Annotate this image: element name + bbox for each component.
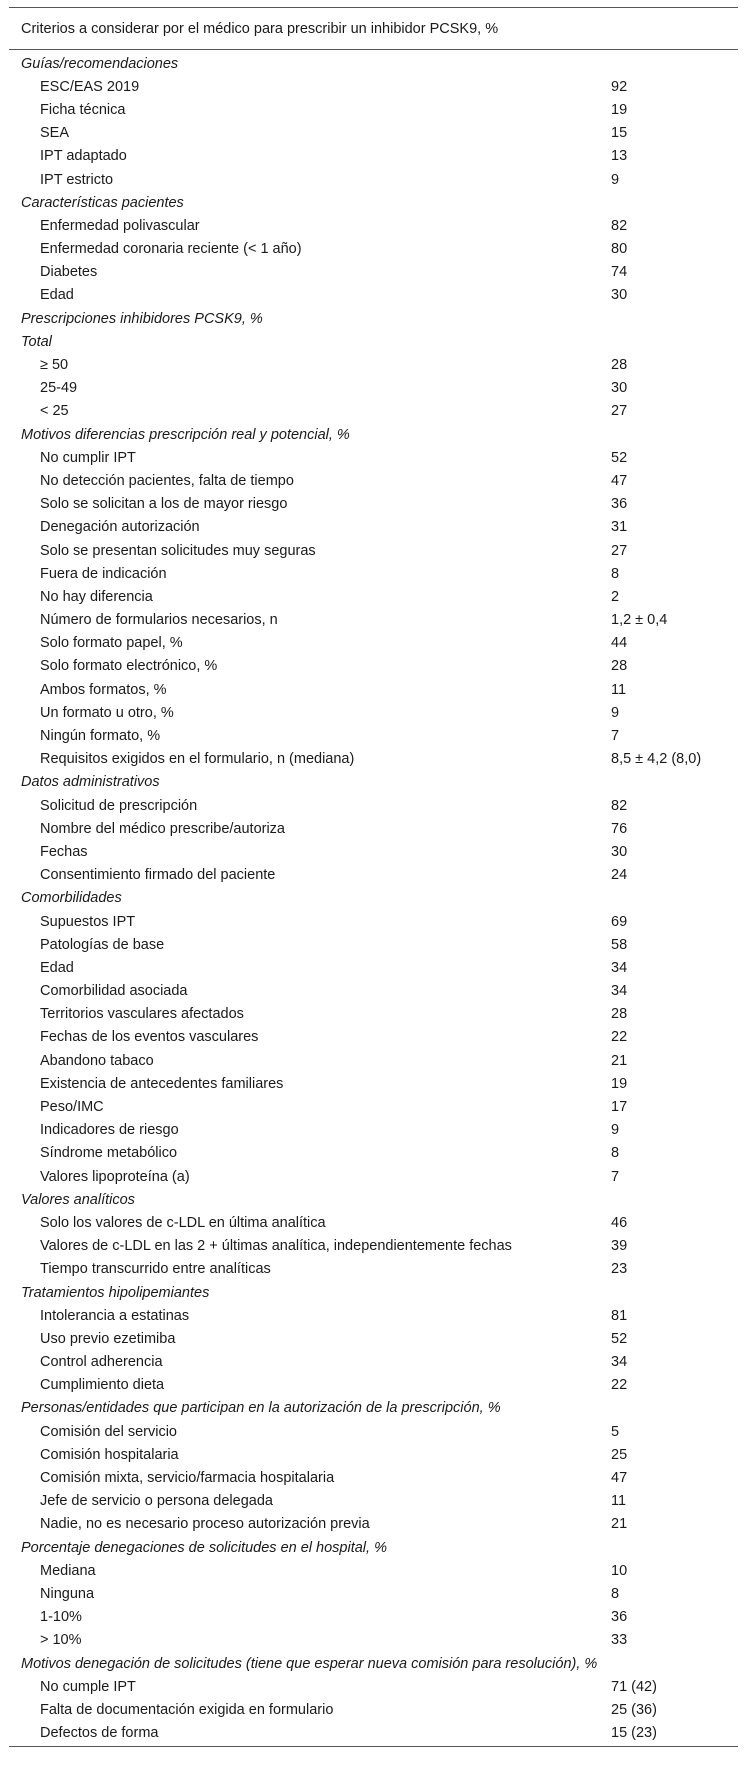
row-value: 9 xyxy=(611,171,620,188)
table-row xyxy=(9,238,738,261)
table-row xyxy=(9,493,738,516)
row-value: 17 xyxy=(611,1099,628,1116)
row-label: Ambos formatos, % xyxy=(40,681,167,698)
table-body xyxy=(9,50,738,1745)
table-row xyxy=(9,1606,738,1629)
table-row xyxy=(9,817,738,840)
table-row xyxy=(9,678,738,701)
row-label: 25-49 xyxy=(40,380,78,397)
row-label: Solo los valores de c-LDL en última analítica xyxy=(40,1214,326,1231)
table-row xyxy=(9,632,738,655)
row-value: 30 xyxy=(611,287,628,304)
row-value: 30 xyxy=(611,380,628,397)
table-row xyxy=(9,1119,738,1142)
section-heading: Comorbilidades xyxy=(21,890,122,907)
row-value: 27 xyxy=(611,542,628,559)
row-label: Indicadores de riesgo xyxy=(40,1122,179,1139)
row-label: Solo formato papel, % xyxy=(40,635,183,652)
row-value: 8 xyxy=(611,1585,620,1602)
row-value: 10 xyxy=(611,1562,628,1579)
table-row xyxy=(9,1095,738,1118)
table-row xyxy=(9,214,738,237)
section-heading: Características pacientes xyxy=(21,194,184,211)
table-row xyxy=(9,1513,738,1536)
table-row xyxy=(9,145,738,168)
table-row xyxy=(9,840,738,863)
table-row xyxy=(9,724,738,747)
row-label: Síndrome metabólico xyxy=(40,1145,178,1162)
row-label: Mediana xyxy=(40,1562,96,1579)
row-value: 8 xyxy=(611,1145,620,1162)
row-value: 21 xyxy=(611,1052,628,1069)
section-heading: Guías/recomendaciones xyxy=(21,55,179,72)
row-value: 82 xyxy=(611,797,628,814)
row-label: Tiempo transcurrido entre analíticas xyxy=(40,1261,271,1278)
row-label: No detección pacientes, falta de tiempo xyxy=(40,472,294,489)
table-row xyxy=(9,980,738,1003)
row-value: 81 xyxy=(611,1307,628,1324)
row-value: 13 xyxy=(611,148,628,165)
table-row xyxy=(9,1258,738,1281)
table-row xyxy=(9,1351,738,1374)
row-value: 74 xyxy=(611,264,628,281)
table-row xyxy=(9,1142,738,1165)
row-label: Solo se solicitan a los de mayor riesgo xyxy=(40,496,288,513)
row-value: 30 xyxy=(611,843,628,860)
row-value: 21 xyxy=(611,1516,628,1533)
table-row xyxy=(9,1420,738,1443)
row-value: 46 xyxy=(611,1214,628,1231)
section-heading: Motivos diferencias prescripción real y potencial, % xyxy=(21,426,350,443)
row-label: Edad xyxy=(40,287,74,304)
row-label: Solo formato electrónico, % xyxy=(40,658,218,675)
row-value: 92 xyxy=(611,78,628,95)
table-row xyxy=(9,1629,738,1652)
section-heading: Total xyxy=(21,333,52,350)
table-header: Criterios a considerar por el médico para prescribir un inhibidor PCSK9, % xyxy=(21,20,499,37)
row-label: Uso previo ezetimiba xyxy=(40,1330,176,1347)
row-label: Supuestos IPT xyxy=(40,913,136,930)
row-value: 9 xyxy=(611,1122,620,1139)
row-label: IPT adaptado xyxy=(40,148,127,165)
row-label: Valores de c-LDL en las 2 + últimas analítica, independientemente fechas xyxy=(40,1238,512,1255)
row-value: 28 xyxy=(611,658,628,675)
table-row xyxy=(9,122,738,145)
table-row xyxy=(9,539,738,562)
table-row xyxy=(9,1235,738,1258)
table-row xyxy=(9,794,738,817)
table-row xyxy=(9,1466,738,1489)
row-value: 34 xyxy=(611,1354,628,1371)
row-value: 25 xyxy=(611,1446,628,1463)
row-label: Falta de documentación exigida en formulario xyxy=(40,1701,334,1718)
row-label: 1-10% xyxy=(40,1609,82,1626)
row-label: > 10% xyxy=(40,1632,82,1649)
table-row xyxy=(9,516,738,539)
row-label: Número de formularios necesarios, n xyxy=(40,612,278,629)
row-label: Solicitud de prescripción xyxy=(40,797,198,814)
row-value: 39 xyxy=(611,1238,628,1255)
table-row xyxy=(9,353,738,376)
row-label: Solo se presentan solicitudes muy seguras xyxy=(40,542,316,559)
table-row xyxy=(9,910,738,933)
row-label: Consentimiento firmado del paciente xyxy=(40,867,276,884)
row-label: Requisitos exigidos en el formulario, n (mediana) xyxy=(40,751,355,768)
row-label: Fechas xyxy=(40,843,88,860)
section-heading: Porcentaje denegaciones de solicitudes en el hospital, % xyxy=(21,1539,387,1556)
row-value: 28 xyxy=(611,1006,628,1023)
data-table xyxy=(9,7,738,1747)
row-label: Edad xyxy=(40,959,74,976)
row-value: 23 xyxy=(611,1261,628,1278)
row-value: 36 xyxy=(611,1609,628,1626)
section-heading: Tratamientos hipolipemiantes xyxy=(21,1284,210,1301)
table-row xyxy=(9,933,738,956)
row-label: Abandono tabaco xyxy=(40,1052,154,1069)
table-row xyxy=(9,585,738,608)
row-label: < 25 xyxy=(40,403,69,420)
row-value: 8 xyxy=(611,565,620,582)
row-label: Ningún formato, % xyxy=(40,728,161,745)
row-value: 47 xyxy=(611,1470,628,1487)
row-label: Valores lipoproteína (a) xyxy=(40,1168,190,1185)
table-row xyxy=(9,956,738,979)
table-row xyxy=(9,562,738,585)
table-row xyxy=(9,1582,738,1605)
row-label: Jefe de servicio o persona delegada xyxy=(40,1493,273,1510)
table-row xyxy=(9,1722,738,1745)
row-value: 11 xyxy=(611,1493,627,1510)
row-value: 28 xyxy=(611,357,628,374)
row-value: 22 xyxy=(611,1029,628,1046)
row-label: Diabetes xyxy=(40,264,98,281)
row-value: 19 xyxy=(611,1075,628,1092)
table-row xyxy=(9,261,738,284)
row-label: Territorios vasculares afectados xyxy=(40,1006,244,1023)
table-row xyxy=(9,1026,738,1049)
row-label: IPT estricto xyxy=(40,171,114,188)
row-label: Comorbilidad asociada xyxy=(40,983,188,1000)
row-value: 71 (42) xyxy=(611,1678,657,1695)
row-value: 44 xyxy=(611,635,628,652)
row-label: Patologías de base xyxy=(40,936,165,953)
row-label: Enfermedad polivascular xyxy=(40,217,200,234)
row-label: Denegación autorización xyxy=(40,519,200,536)
row-label: Existencia de antecedentes familiares xyxy=(40,1075,284,1092)
row-value: 31 xyxy=(611,519,628,536)
table-bottom-rule xyxy=(9,1746,738,1747)
row-value: 52 xyxy=(611,1330,628,1347)
table-row xyxy=(9,748,738,771)
table-row xyxy=(9,1698,738,1721)
row-value: 1,2 ± 0,4 xyxy=(611,612,668,629)
table-row xyxy=(9,609,738,632)
table-row xyxy=(9,1072,738,1095)
table-row xyxy=(9,864,738,887)
table-row xyxy=(9,377,738,400)
row-label: Cumplimiento dieta xyxy=(40,1377,165,1394)
row-value: 52 xyxy=(611,449,628,466)
row-label: SEA xyxy=(40,125,70,142)
row-label: No cumple IPT xyxy=(40,1678,136,1695)
table-row xyxy=(9,446,738,469)
section-heading: Valores analíticos xyxy=(21,1191,135,1208)
table-row xyxy=(9,75,738,98)
table-row xyxy=(9,1443,738,1466)
row-label: Control adherencia xyxy=(40,1354,163,1371)
table-row xyxy=(9,168,738,191)
table-row xyxy=(9,400,738,423)
row-value: 76 xyxy=(611,820,628,837)
row-label: Fechas de los eventos vasculares xyxy=(40,1029,259,1046)
row-value: 7 xyxy=(611,728,620,745)
table-row xyxy=(9,1675,738,1698)
row-value: 69 xyxy=(611,913,628,930)
row-value: 58 xyxy=(611,936,628,953)
row-label: Defectos de forma xyxy=(40,1725,159,1742)
row-value: 24 xyxy=(611,867,628,884)
section-heading: Prescripciones inhibidores PCSK9, % xyxy=(21,310,263,327)
row-value: 25 (36) xyxy=(611,1701,657,1718)
table-row xyxy=(9,701,738,724)
row-label: Intolerancia a estatinas xyxy=(40,1307,190,1324)
table-row xyxy=(9,1165,738,1188)
row-value: 22 xyxy=(611,1377,628,1394)
table-row xyxy=(9,1327,738,1350)
table-row xyxy=(9,98,738,121)
row-label: Ficha técnica xyxy=(40,101,126,118)
row-label: No cumplir IPT xyxy=(40,449,136,466)
row-label: Comisión del servicio xyxy=(40,1423,177,1440)
row-label: Comisión mixta, servicio/farmacia hospitalaria xyxy=(40,1470,335,1487)
table-row xyxy=(9,1490,738,1513)
row-value: 34 xyxy=(611,959,628,976)
row-label: Fuera de indicación xyxy=(40,565,167,582)
row-label: Nombre del médico prescribe/autoriza xyxy=(40,820,285,837)
table-row xyxy=(9,1003,738,1026)
row-label: Un formato u otro, % xyxy=(40,704,174,721)
row-value: 33 xyxy=(611,1632,628,1649)
row-value: 19 xyxy=(611,101,628,118)
row-value: 9 xyxy=(611,704,620,721)
row-value: 47 xyxy=(611,472,628,489)
row-label: No hay diferencia xyxy=(40,588,153,605)
row-value: 11 xyxy=(611,681,627,698)
table-row xyxy=(9,1559,738,1582)
row-value: 15 (23) xyxy=(611,1725,657,1742)
row-label: Enfermedad coronaria reciente (< 1 año) xyxy=(40,241,302,258)
table-row xyxy=(9,1211,738,1234)
table-row xyxy=(9,284,738,307)
row-value: 8,5 ± 4,2 (8,0) xyxy=(611,751,702,768)
table-row xyxy=(9,1049,738,1072)
row-value: 2 xyxy=(611,588,620,605)
row-value: 15 xyxy=(611,125,628,142)
row-value: 82 xyxy=(611,217,628,234)
row-value: 34 xyxy=(611,983,628,1000)
row-label: Peso/IMC xyxy=(40,1099,104,1116)
table-row xyxy=(9,1374,738,1397)
row-label: ≥ 50 xyxy=(40,357,69,374)
table-row xyxy=(9,655,738,678)
table-row xyxy=(9,469,738,492)
section-heading: Personas/entidades que participan en la autorización de la prescripción, % xyxy=(21,1400,501,1417)
row-value: 5 xyxy=(611,1423,620,1440)
table-row xyxy=(9,1304,738,1327)
section-heading: Motivos denegación de solicitudes (tiene que esperar nueva comisión para resolución), % xyxy=(21,1655,598,1672)
row-value: 80 xyxy=(611,241,628,258)
row-value: 36 xyxy=(611,496,628,513)
row-label: Ninguna xyxy=(40,1585,95,1602)
row-label: Nadie, no es necesario proceso autorización previa xyxy=(40,1516,370,1533)
row-value: 7 xyxy=(611,1168,620,1185)
row-label: ESC/EAS 2019 xyxy=(40,78,140,95)
row-label: Comisión hospitalaria xyxy=(40,1446,179,1463)
row-value: 27 xyxy=(611,403,628,420)
section-heading: Datos administrativos xyxy=(21,774,160,791)
